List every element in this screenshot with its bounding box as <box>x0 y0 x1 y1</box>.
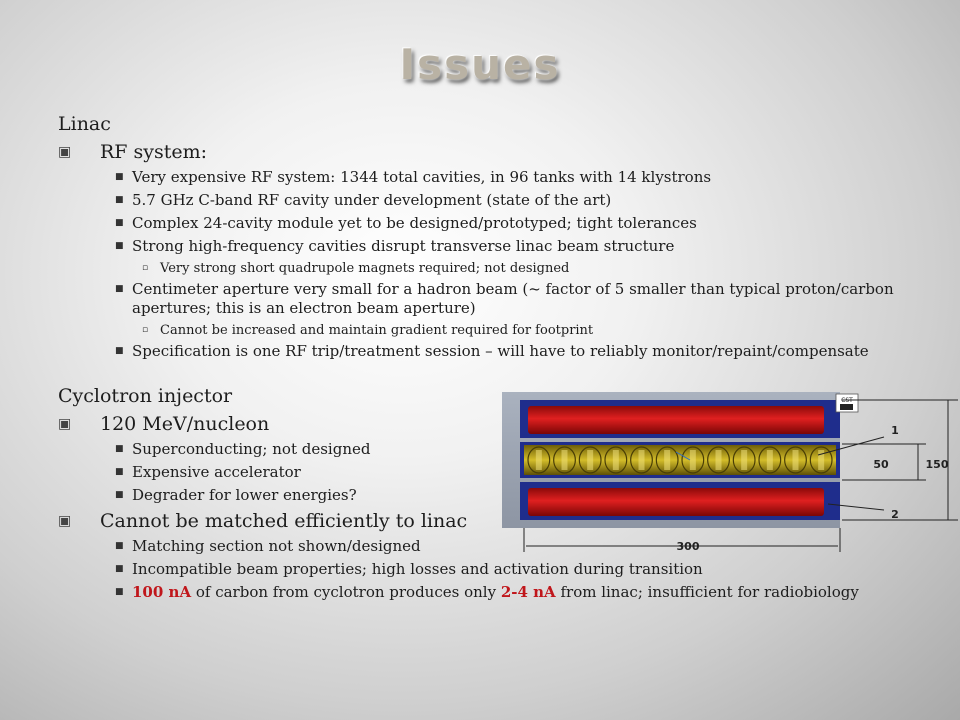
square-bullet-icon: ▫ <box>142 325 149 335</box>
bullet-text: Incompatible beam properties; high losses and activation during transition <box>132 560 703 578</box>
bullet-text: from linac; insufficient for radiobiology <box>555 583 859 601</box>
bullet-text: Strong high-frequency cavities disrupt transverse linac beam structure <box>132 237 675 255</box>
cavity-highlight <box>664 450 670 470</box>
cavity-highlight <box>716 450 722 470</box>
bottom-magnet <box>520 482 840 520</box>
linac-cavity-diagram <box>502 392 958 562</box>
bullet-rf-system <box>58 140 903 164</box>
dimension-label-150: 150 <box>925 458 949 471</box>
bullet-text: Very strong short quadrupole magnets required; not designed <box>160 261 570 276</box>
bullet-text: Cannot be matched efficiently to linac <box>100 510 468 532</box>
bullet-text: Degrader for lower energies? <box>132 486 357 504</box>
bullet-text: Centimeter aperture very small for a hadron beam (~ factor of 5 smaller than typical proton/carbon apertures; this is an electron beam aperture) <box>132 280 894 317</box>
bullet-text: 5.7 GHz C-band RF cavity under development (state of the art) <box>132 191 612 209</box>
cavity-highlight <box>536 450 542 470</box>
square-bullet-icon: ▣ <box>58 144 72 160</box>
sub-bullet <box>58 280 903 318</box>
square-bullet-icon: ■ <box>115 490 124 500</box>
cavity-highlight <box>587 450 593 470</box>
highlight-current-linac: 2-4 nA <box>500 583 556 601</box>
cavity-highlight <box>767 450 773 470</box>
square-bullet-icon: ■ <box>115 218 124 228</box>
sub-bullet <box>58 560 903 579</box>
cavity-highlight <box>818 450 824 470</box>
square-bullet-icon: ■ <box>115 346 124 356</box>
dimension-label-1: 1 <box>891 424 899 437</box>
dimension-label-50: 50 <box>873 458 889 471</box>
top-magnet <box>520 400 840 438</box>
cavity-highlight <box>793 450 799 470</box>
cavity-highlight <box>690 450 696 470</box>
square-bullet-icon: ■ <box>115 467 124 477</box>
sub-bullet <box>58 583 903 602</box>
square-bullet-icon: ■ <box>115 564 124 574</box>
dimension-label-2: 2 <box>891 508 899 521</box>
bullet-text: Complex 24-cavity module yet to be designed/prototyped; tight tolerances <box>132 214 697 232</box>
spacer <box>58 365 903 385</box>
square-bullet-icon: ▣ <box>58 513 72 529</box>
square-bullet-icon: ■ <box>115 172 124 182</box>
square-bullet-icon: ■ <box>115 541 124 551</box>
cavity-highlight <box>639 450 645 470</box>
cst-logo <box>836 394 858 412</box>
sub-sub-bullet <box>58 322 903 339</box>
square-bullet-icon: ▣ <box>58 416 72 432</box>
cavity-highlight <box>613 450 619 470</box>
bullet-text: Very expensive RF system: 1344 total cavities, in 96 tanks with 14 klystrons <box>132 168 712 186</box>
sub-bullet <box>58 191 903 210</box>
section-cyclotron-heading: Cyclotron injector <box>58 385 233 407</box>
bullet-text: Expensive accelerator <box>132 463 301 481</box>
square-bullet-icon: ■ <box>115 587 124 597</box>
square-bullet-icon: ■ <box>115 284 124 294</box>
cavity-highlight <box>741 450 747 470</box>
bullet-text: of carbon from cyclotron produces only <box>191 583 501 601</box>
bullet-text: Cannot be increased and maintain gradient required for footprint <box>160 323 594 338</box>
sub-sub-bullet <box>58 260 903 277</box>
bullet-text: Matching section not shown/designed <box>132 537 421 555</box>
bullet-text: RF system: <box>100 141 208 163</box>
section-linac-heading: Linac <box>58 113 111 135</box>
bullet-text: 120 MeV/nucleon <box>100 413 270 435</box>
sub-bullet <box>58 237 903 256</box>
cavity-stack <box>520 442 840 478</box>
bullet-text: Superconducting; not designed <box>132 440 371 458</box>
square-bullet-icon: ■ <box>115 444 124 454</box>
square-bullet-icon: ■ <box>115 241 124 251</box>
dimension-label-300: 300 <box>676 540 700 553</box>
bullet-text: Specification is one RF trip/treatment session – will have to reliably monitor/repaint/compensate <box>132 342 869 360</box>
square-bullet-icon: ▫ <box>142 263 149 273</box>
sub-bullet <box>58 342 903 361</box>
slide-title: Issues <box>399 40 561 89</box>
cst-logo-text: CST <box>841 397 853 404</box>
sub-bullet <box>58 168 903 187</box>
highlight-current-cyclotron: 100 nA <box>132 583 192 601</box>
cavity-highlight <box>562 450 568 470</box>
sub-bullet <box>58 214 903 233</box>
square-bullet-icon: ■ <box>115 195 124 205</box>
